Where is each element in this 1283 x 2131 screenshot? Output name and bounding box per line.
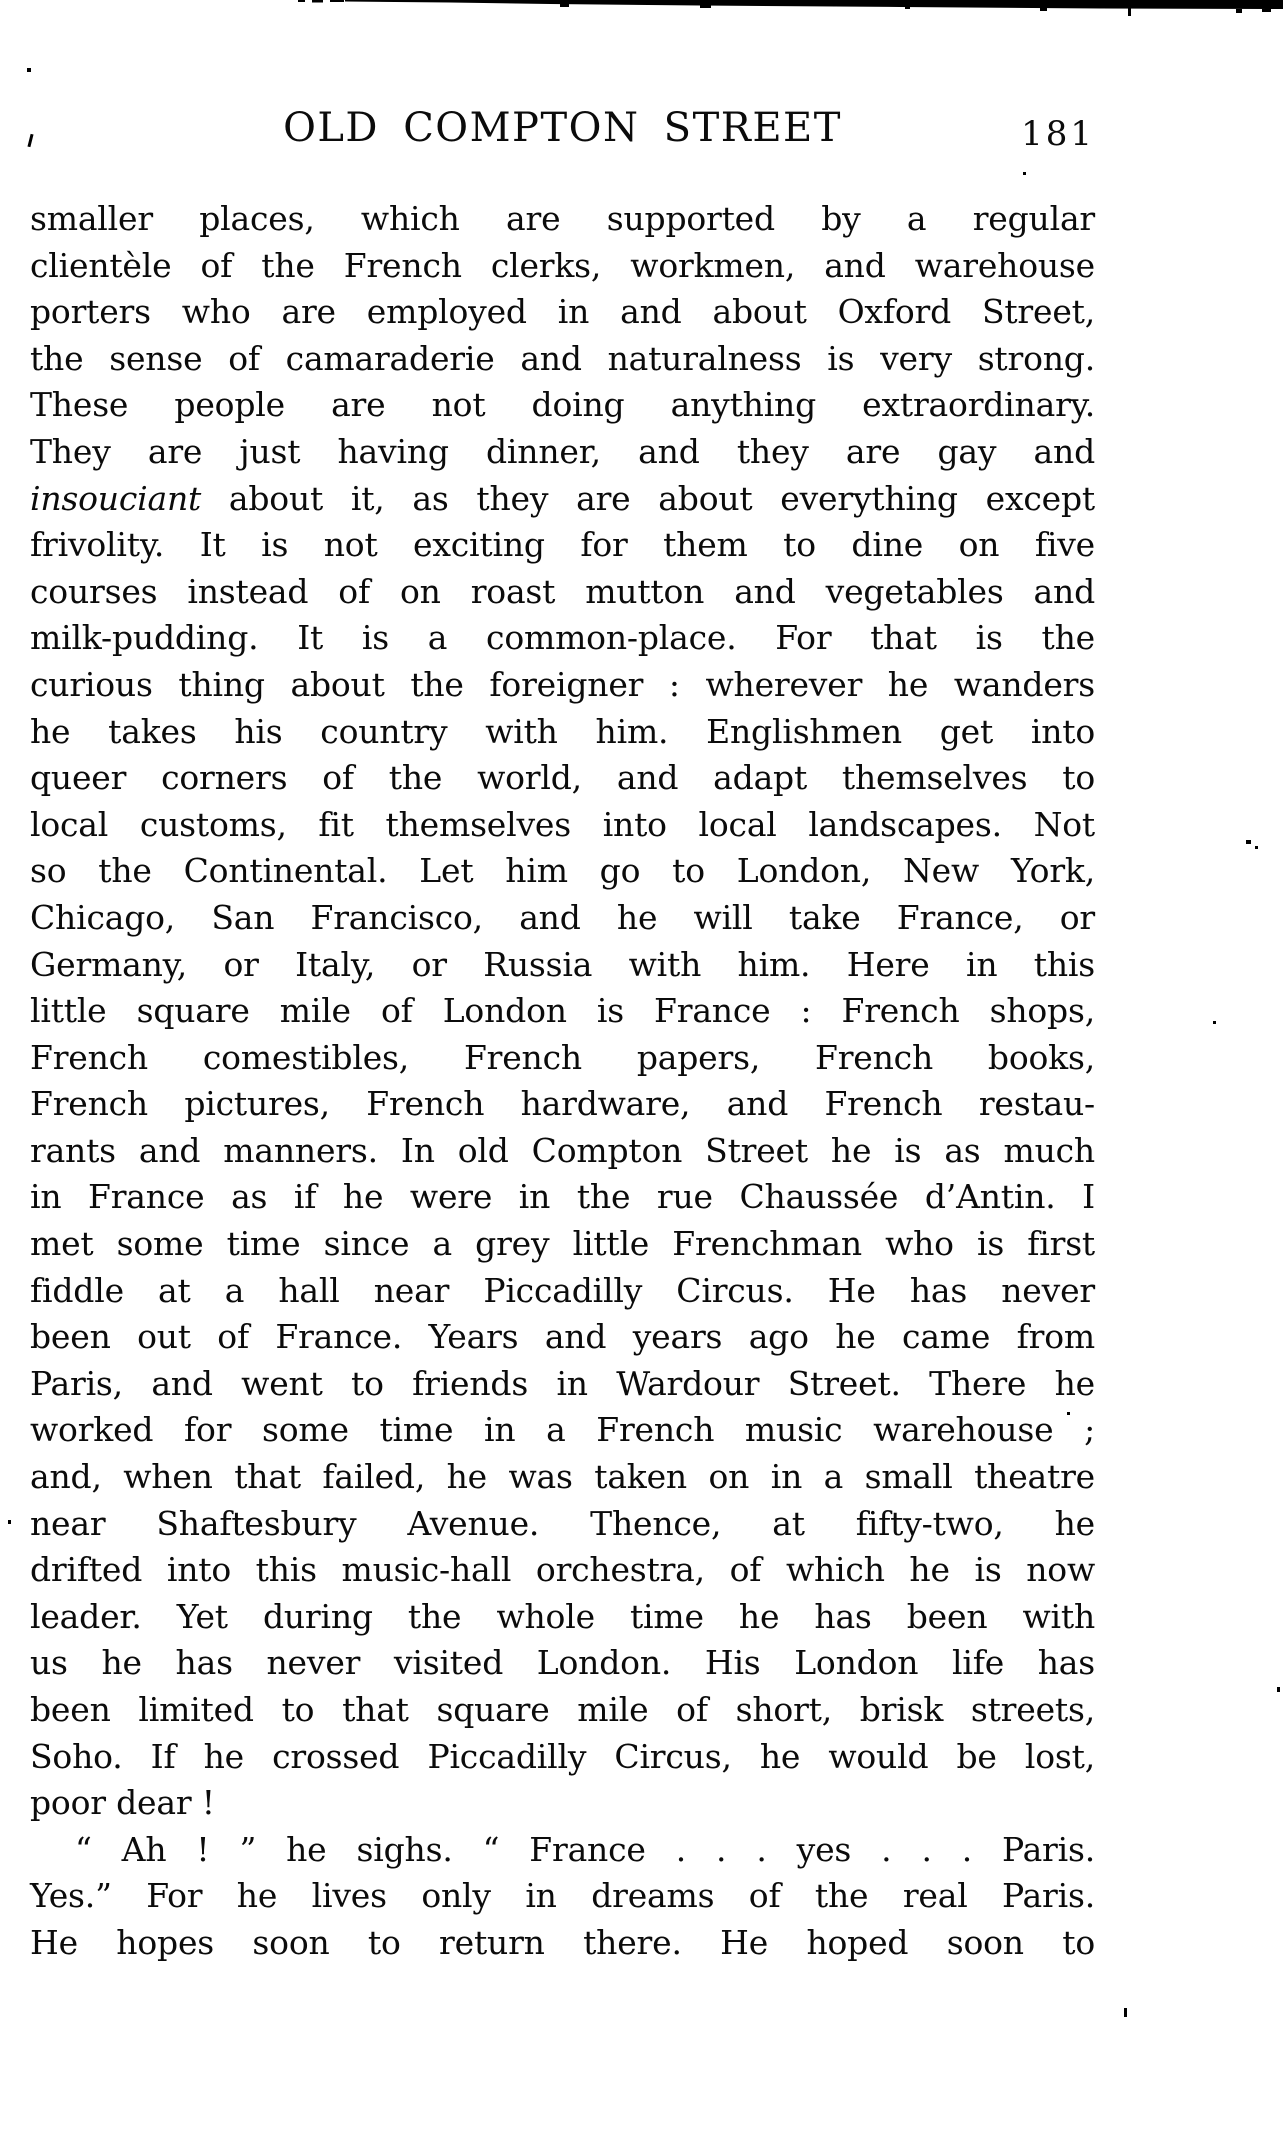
text-line	[30, 1454, 1095, 1501]
text-line	[30, 848, 1095, 895]
scan-speck	[1255, 846, 1258, 849]
body-text: been out of France. Years and years ago he came from	[30, 1317, 1095, 1357]
body-text: courses instead of on roast mutton and vegetables and	[30, 571, 1095, 611]
text-line	[30, 1827, 1095, 1874]
text-line	[30, 1407, 1095, 1454]
body-text: local customs, fit themselves into local landscapes. Not	[30, 804, 1095, 844]
body-text: Germany, or Italy, or Russia with him. Here in this	[30, 944, 1095, 984]
text-line	[30, 895, 1095, 942]
body-text: near Shaftesbury Avenue. Thence, at fifty-two, he	[30, 1503, 1095, 1543]
text-line	[30, 615, 1095, 662]
body-text: been limited to that square mile of short, brisk streets,	[30, 1690, 1095, 1729]
text-line	[30, 289, 1095, 336]
text-block	[30, 196, 1095, 1967]
scan-speck	[8, 1520, 11, 1524]
text-line	[30, 988, 1095, 1035]
body-text: “ Ah ! ” he sighs. “ France . . . yes . . . Paris.	[75, 1829, 1095, 1869]
body-text: French comestibles, French papers, French books,	[30, 1037, 1095, 1077]
text-line	[30, 1501, 1095, 1548]
text-line	[30, 522, 1095, 569]
body-text: us he has never visited London. His London life has	[30, 1643, 1095, 1683]
text-line	[30, 1594, 1095, 1641]
scan-speck	[1246, 840, 1251, 844]
body-text: smaller places, which are supported by a regular	[30, 199, 1095, 238]
body-text: he takes his country with him. Englishmen get into	[30, 711, 1095, 751]
body-text: rants and manners. In old Compton Street he is as much	[30, 1130, 1095, 1170]
body-text: frivolity. It is not exciting for them to dine on five	[30, 525, 1095, 565]
body-text: These people are not doing anything extraordinary.	[30, 385, 1095, 425]
text-line	[30, 942, 1095, 989]
text-line	[30, 429, 1095, 476]
body-text: poor dear !	[30, 1783, 215, 1823]
text-line	[30, 1734, 1095, 1781]
text-line	[30, 1361, 1095, 1408]
scan-artifact-top-band	[0, 0, 1283, 20]
body-text: Paris, and went to friends in Wardour Street. There he	[30, 1363, 1095, 1403]
body-text: worked for some time in a French music warehouse ;	[30, 1410, 1095, 1450]
body-text: Chicago, San Francisco, and he will take France, or	[30, 897, 1095, 937]
text-line	[30, 1221, 1095, 1268]
body-text: fiddle at a hall near Piccadilly Circus. He has never	[30, 1270, 1095, 1310]
body-text: queer corners of the world, and adapt themselves to	[30, 758, 1095, 798]
text-line	[30, 1920, 1095, 1967]
body-text: and, when that failed, he was taken on in a small theatre	[30, 1457, 1095, 1497]
scan-speck	[1277, 1687, 1280, 1692]
body-text: about it, as they are about everything except	[201, 478, 1095, 518]
text-line	[30, 1687, 1095, 1734]
text-line	[30, 1081, 1095, 1128]
body-text: clientèle of the French clerks, workmen, and warehouse	[30, 245, 1095, 285]
text-line	[30, 1035, 1095, 1082]
body-text: so the Continental. Let him go to London, New York,	[30, 851, 1095, 891]
body-text: porters who are employed in and about Oxford Street,	[30, 292, 1095, 332]
scan-speck	[1213, 1021, 1216, 1024]
text-line	[30, 336, 1095, 383]
body-text: little square mile of London is France : French shops,	[30, 991, 1095, 1031]
text-line	[30, 1640, 1095, 1687]
body-text: leader. Yet during the whole time he has been with	[30, 1596, 1095, 1636]
body-text: He hopes soon to return there. He hoped soon to	[30, 1922, 1095, 1962]
text-line	[30, 1314, 1095, 1361]
text-line	[30, 196, 1095, 243]
text-line	[30, 662, 1095, 709]
text-line	[30, 569, 1095, 616]
body-text: curious thing about the foreigner : wherever he wanders	[30, 664, 1095, 704]
body-text: milk-pudding. It is a common-place. For that is the	[30, 618, 1095, 658]
italic-text: insouciant	[30, 478, 202, 518]
page-number: 181	[1021, 114, 1095, 154]
body-text: They are just having dinner, and they are gay and	[30, 431, 1095, 471]
text-line	[30, 1780, 1095, 1827]
body-text: the sense of camaraderie and naturalness is very strong.	[30, 338, 1095, 378]
text-line	[30, 802, 1095, 849]
text-line	[30, 755, 1095, 802]
scan-speck	[1023, 172, 1026, 175]
text-line	[30, 709, 1095, 756]
scan-speck	[1124, 2008, 1127, 2017]
text-line	[30, 382, 1095, 429]
text-line	[30, 476, 1095, 523]
text-line	[30, 1268, 1095, 1315]
body-text: in France as if he were in the rue Chaussée d’Antin. I	[30, 1177, 1095, 1217]
running-header-title: OLD COMPTON STREET	[283, 105, 842, 151]
text-line	[30, 1128, 1095, 1175]
scan-speck	[27, 68, 31, 72]
body-text: Yes.” For he lives only in dreams of the real Paris.	[30, 1876, 1095, 1916]
text-line	[30, 243, 1095, 290]
body-text: Soho. If he crossed Piccadilly Circus, he would be lost,	[30, 1736, 1095, 1776]
body-text: French pictures, French hardware, and French restau-	[30, 1084, 1095, 1124]
text-line	[30, 1547, 1095, 1594]
text-line	[30, 1873, 1095, 1920]
body-text: drifted into this music-hall orchestra, of which he is now	[30, 1550, 1095, 1590]
text-line	[30, 1174, 1095, 1221]
body-text: met some time since a grey little Frenchman who is first	[30, 1224, 1095, 1264]
